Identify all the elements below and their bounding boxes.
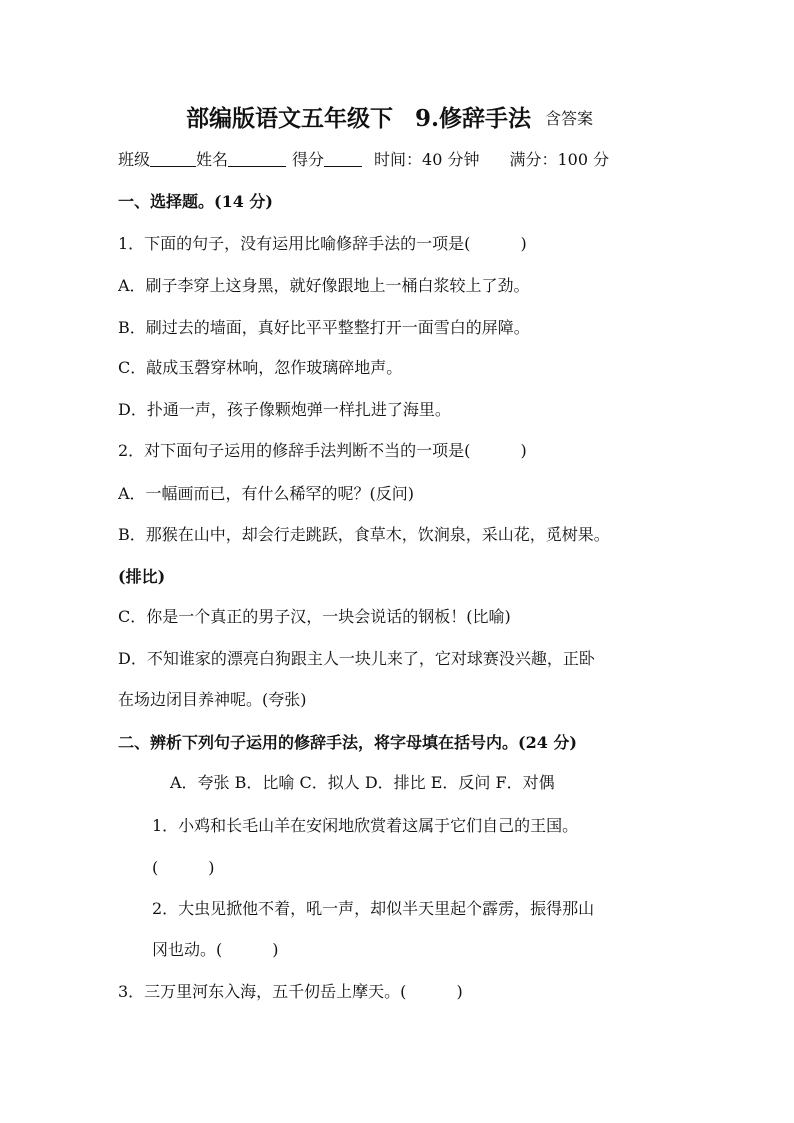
s2-q1-line2 (152, 858, 215, 878)
name-blank[interactable] (228, 152, 286, 167)
time-text: 时间：40 分钟 (374, 150, 480, 169)
q1-close: ) (520, 234, 527, 253)
score-label: 得分 (292, 150, 325, 169)
name-label: 姓名 (196, 150, 229, 169)
section2-options: A．夸张 B．比喻 C．拟人 D．排比 E．反问 F．对偶 (170, 773, 555, 792)
q2-option-b-line1: B．那猴在山中，却会行走跳跃，食草木，饮涧泉，采山花，觅树果。 (118, 525, 610, 544)
s2-q1-open: ( (152, 858, 159, 877)
document-title (186, 104, 593, 134)
q2-option-d-line2: 在场边闭目养神呢。(夸张) (118, 690, 307, 709)
info-line (118, 150, 609, 170)
q1-option-d: D．扑通一声，孩子像颗炮弹一样扎进了海里。 (118, 400, 451, 419)
s2-q3-text: 3．三万里河东入海，五千仞岳上摩天。( (118, 982, 407, 1001)
s2-q2-close: ) (272, 940, 279, 959)
class-blank[interactable] (150, 152, 196, 167)
q2-stem (118, 441, 527, 461)
title-main: 部编版语文五年级下 (186, 105, 393, 132)
q2-option-a: A．一幅画而已，有什么稀罕的呢？(反问) (118, 484, 415, 503)
section1-heading: 一、选择题。(14 分) (118, 192, 273, 211)
title-lesson: 9.修辞手法 (415, 105, 532, 132)
q1-option-c: C．敲成玉磬穿林响，忽作玻璃碎地声。 (118, 358, 403, 377)
q2-option-d-line1: D．不知谁家的漂亮白狗跟主人一块儿来了，它对球赛没兴趣，正卧 (118, 649, 595, 668)
q1-stem-text: 1．下面的句子，没有运用比喻修辞手法的一项是( (118, 234, 471, 253)
section2-heading: 二、辨析下列句子运用的修辞手法，将字母填在括号内。(24 分) (118, 733, 577, 752)
s2-q1-close: ) (208, 858, 215, 877)
score-blank[interactable] (324, 152, 362, 167)
s2-q3 (118, 982, 463, 1002)
q2-close: ) (520, 441, 527, 460)
q2-option-c: C．你是一个真正的男子汉，一块会说话的钢板！(比喻) (118, 607, 511, 626)
s2-q1-line1: 1．小鸡和长毛山羊在安闲地欣赏着这属于它们自己的王国。 (152, 816, 579, 835)
q1-stem (118, 234, 527, 254)
q2-stem-text: 2．对下面句子运用的修辞手法判断不当的一项是( (118, 441, 471, 460)
q1-option-a: A．刷子李穿上这身黑，就好像跟地上一桶白浆较上了劲。 (118, 276, 530, 295)
q1-option-b: B．刷过去的墙面，真好比平平整整打开一面雪白的屏障。 (118, 318, 530, 337)
s2-q2-line1: 2．大虫见掀他不着，吼一声，却似半天里起个霹雳，振得那山 (152, 899, 595, 918)
title-subtitle: 含答案 (545, 109, 594, 128)
q2-option-b-line2: (排比) (118, 567, 166, 586)
class-label: 班级 (118, 150, 151, 169)
s2-q2-text: 冈也动。( (152, 940, 223, 959)
full-score-text: 满分：100 分 (509, 150, 610, 169)
s2-q3-close: ) (456, 982, 463, 1001)
s2-q2-line2 (152, 940, 279, 960)
